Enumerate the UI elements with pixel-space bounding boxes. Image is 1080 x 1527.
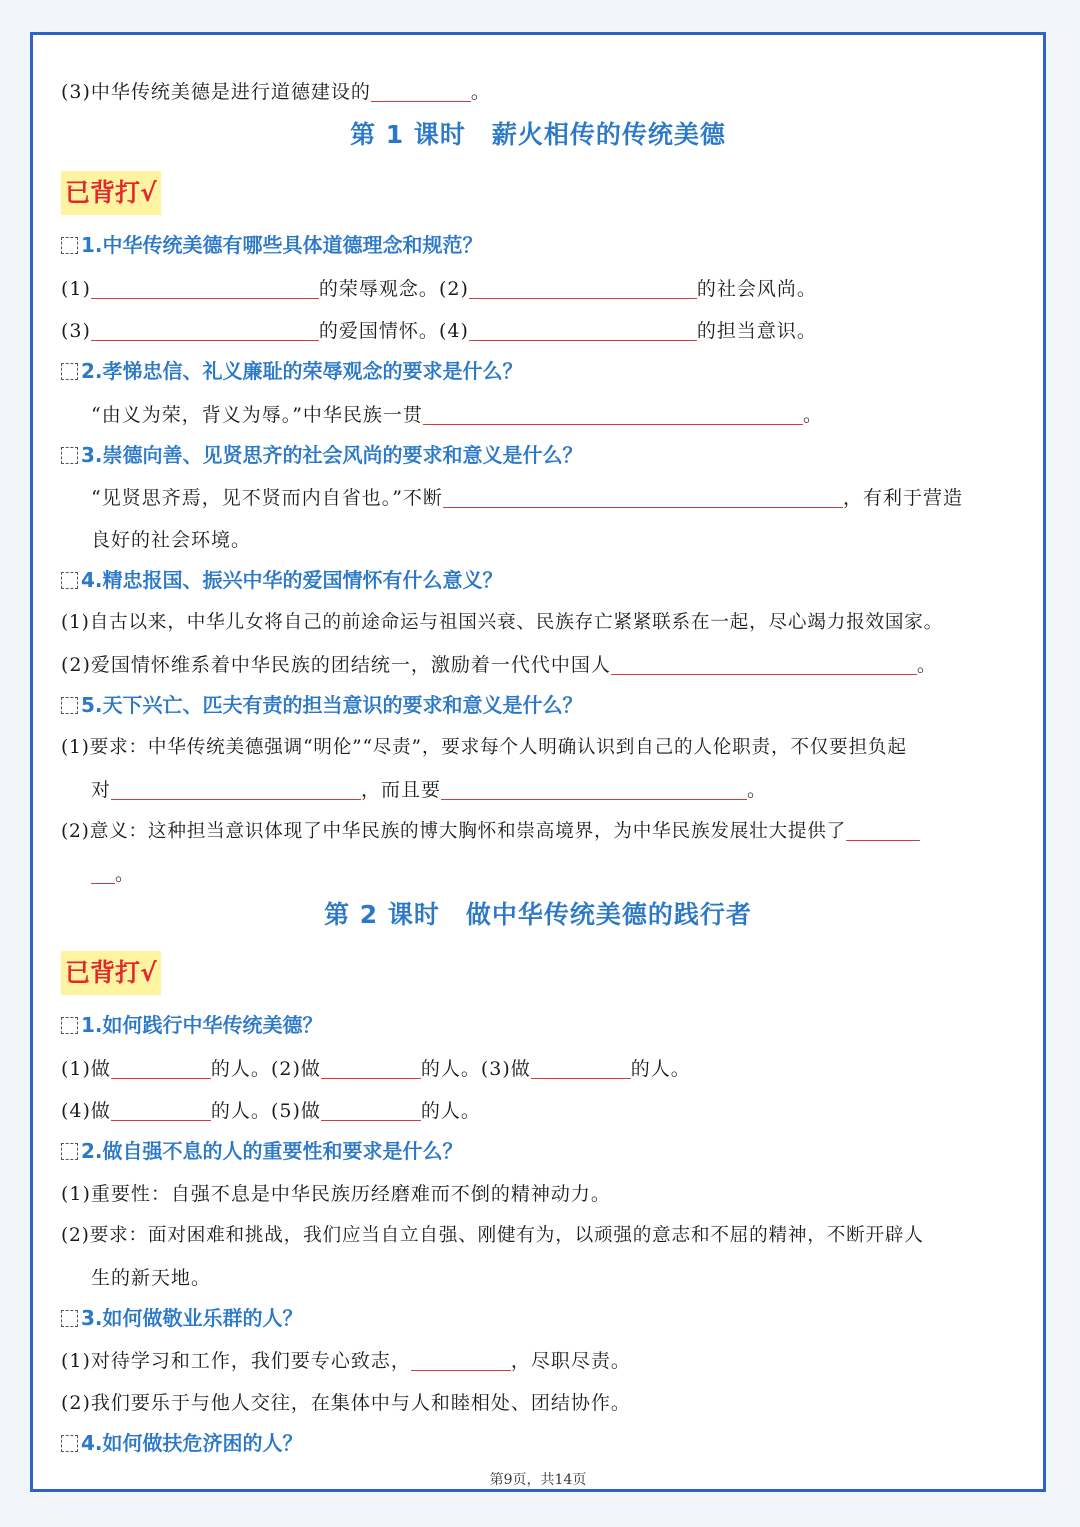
answer-blank[interactable]	[611, 648, 917, 675]
worksheet-page	[30, 32, 1046, 1492]
answer-blank[interactable]	[371, 75, 471, 102]
memorized-badge: 已背打√	[61, 951, 161, 995]
question-heading: 3.如何做敬业乐群的人？	[61, 1299, 1015, 1337]
answer-blank[interactable]	[91, 272, 319, 299]
checkbox-icon[interactable]	[61, 572, 78, 589]
memorized-badge: 已背打√	[61, 171, 161, 215]
answer-blank[interactable]	[531, 1052, 631, 1079]
question-heading: 5.天下兴亡、匹夫有责的担当意识的要求和意义是什么？	[61, 686, 1015, 724]
answer-line: (1)重要性：自强不息是中华民族历经磨难而不倒的精神动力。	[61, 1183, 611, 1205]
answer-line: (4)做 的人。(5)做 的人。	[61, 1091, 1015, 1131]
question-heading: 4.如何做扶危济困的人？	[61, 1424, 1015, 1462]
carry-over-item-3: (3)中华传统美德是进行道德建设的 。	[61, 72, 1015, 112]
question-heading: 1.中华传统美德有哪些具体道德理念和规范？	[61, 226, 1015, 264]
page-number: 第9页，共14页	[489, 1472, 587, 1488]
checkbox-icon[interactable]	[61, 697, 78, 714]
question-heading: 3.崇德向善、见贤思齐的社会风尚的要求和意义是什么？	[61, 436, 1015, 474]
checkbox-icon[interactable]	[61, 1017, 78, 1034]
answer-line: (1)对待学习和工作，我们要专心致志， ，尽职尽责。	[61, 1341, 1015, 1381]
answer-line: (1)要求：中华传统美德强调“明伦”“尽责”，要求每个人明确认识到自己的人伦职责，不仅要担负起	[61, 737, 907, 758]
answer-blank[interactable]	[469, 272, 697, 299]
answer-line: (2)我们要乐于与他人交往，在集体中与人和睦相处、团结协作。	[61, 1392, 631, 1414]
checkbox-icon[interactable]	[61, 447, 78, 464]
answer-blank[interactable]	[441, 773, 747, 800]
checkbox-icon[interactable]	[61, 1435, 78, 1452]
answer-blank[interactable]	[846, 814, 920, 841]
answer-blank[interactable]	[91, 314, 319, 341]
answer-line: 良好的社会环境。	[91, 529, 252, 551]
answer-line: (2)爱国情怀维系着中华民族的团结统一，激励着一代代中国人 。	[61, 645, 1015, 685]
lesson-1-title: 第 1 课时 薪火相传的传统美德	[350, 120, 726, 149]
answer-line: (1)做 的人。(2)做 的人。(3)做 的人。	[61, 1049, 1015, 1089]
answer-line: (1) 的荣辱观念。(2) 的社会风尚。	[61, 269, 1015, 309]
answer-blank[interactable]	[111, 1052, 211, 1079]
question-heading: 2.孝悌忠信、礼义廉耻的荣辱观念的要求是什么？	[61, 352, 1015, 390]
answer-blank[interactable]	[443, 481, 843, 508]
answer-line: “由义为荣，背义为辱。”中华民族一贯 。	[61, 395, 1015, 435]
answer-line: (3) 的爱国情怀。(4) 的担当意识。	[61, 311, 1015, 351]
checkbox-icon[interactable]	[61, 237, 78, 254]
answer-blank[interactable]	[111, 1094, 211, 1121]
answer-blank[interactable]	[111, 773, 361, 800]
question-heading: 2.做自强不息的人的重要性和要求是什么？	[61, 1132, 1015, 1170]
answer-blank[interactable]	[423, 398, 803, 425]
answer-line: 生的新天地。	[91, 1267, 212, 1289]
answer-blank[interactable]	[321, 1052, 421, 1079]
question-heading: 4.精忠报国、振兴中华的爱国情怀有什么意义？	[61, 561, 1015, 599]
answer-line: “见贤思齐焉，见不贤而内自省也。”不断 ，有利于营造	[61, 478, 1015, 518]
checkbox-icon[interactable]	[61, 1310, 78, 1327]
question-heading: 1.如何践行中华传统美德？	[61, 1006, 1015, 1044]
answer-line: (2)意义：这种担当意识体现了中华民族的博大胸怀和崇高境界，为中华民族发展壮大提供了	[61, 812, 1015, 852]
lesson-2-title: 第 2 课时 做中华传统美德的践行者	[324, 900, 752, 929]
answer-line: 。	[61, 854, 1015, 894]
answer-line: (2)要求：面对困难和挑战，我们应当自立自强、刚健有为，以顽强的意志和不屈的精神，不断开辟人	[61, 1225, 924, 1246]
answer-line: 对 ，而且要 。	[61, 770, 1015, 810]
answer-blank[interactable]	[91, 857, 115, 884]
answer-blank[interactable]	[411, 1344, 511, 1371]
answer-blank[interactable]	[469, 314, 697, 341]
answer-line: (1)自古以来，中华儿女将自己的前途命运与祖国兴衰、民族存亡紧紧联系在一起，尽心竭力报效国家。	[61, 612, 944, 633]
answer-blank[interactable]	[321, 1094, 421, 1121]
checkbox-icon[interactable]	[61, 363, 78, 380]
checkbox-icon[interactable]	[61, 1143, 78, 1160]
